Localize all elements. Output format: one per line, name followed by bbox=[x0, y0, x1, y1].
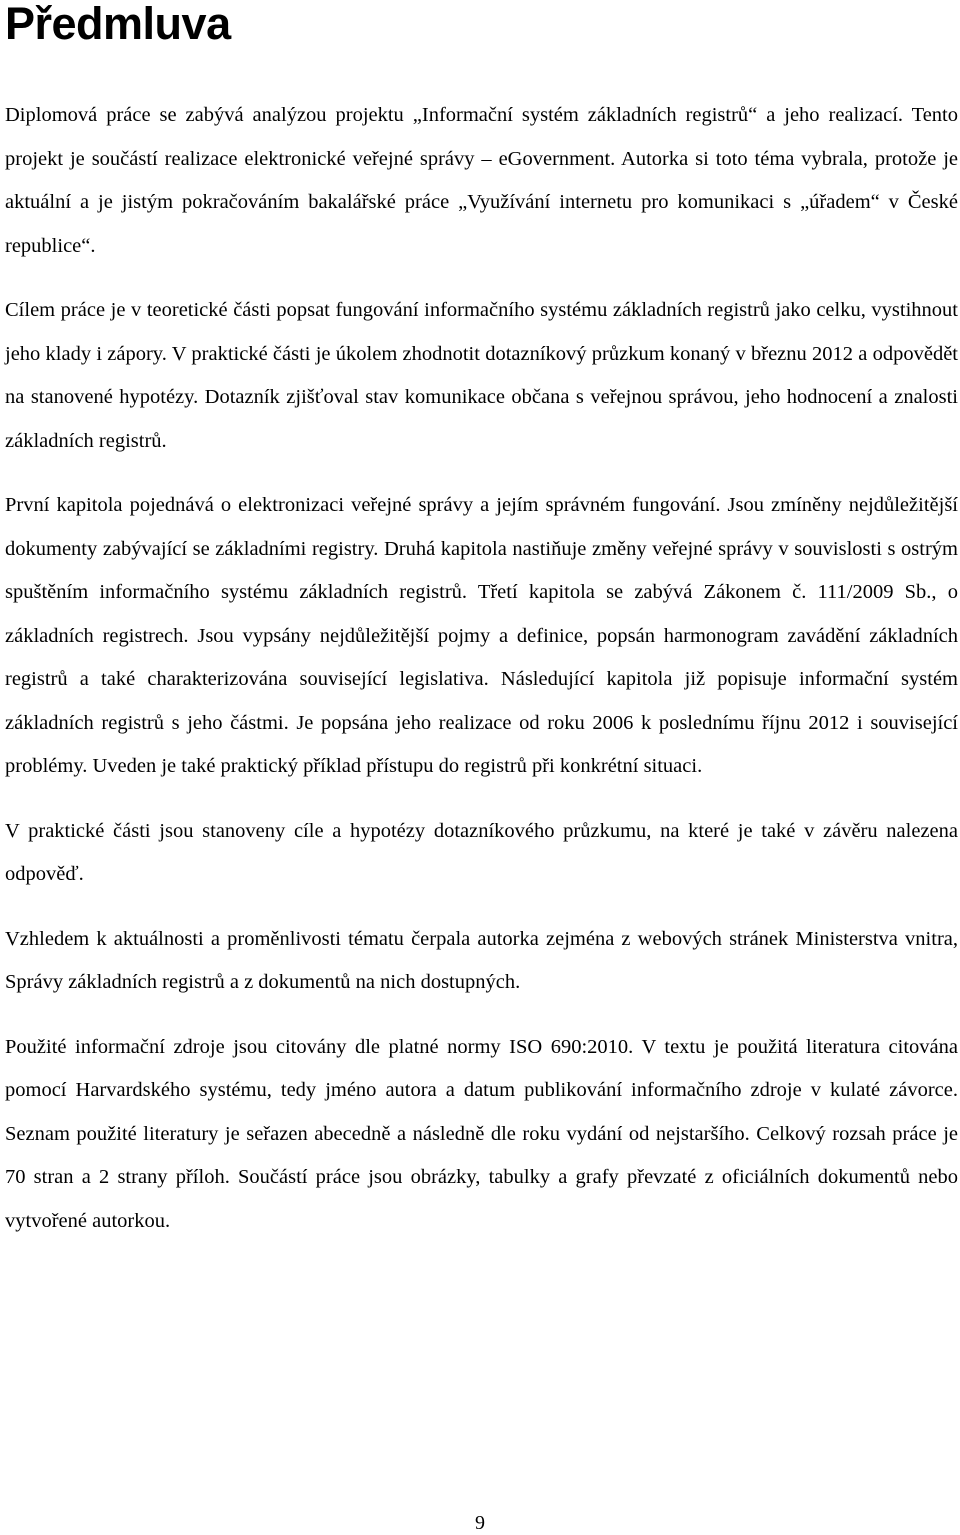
paragraph-goals: Cílem práce je v teoretické části popsat fungování informačního systému základních registrů jako celku, vystihnout jeho klady i zápory. V praktické části je úkolem zhodnotit dotazníkový průzkum konaný v březnu 2012 a odpovědět na stanovené hypotézy. Dotazník zjišťoval stav komunikace občana s veřejnou správou, jeho hodnocení a znalosti základních registrů. bbox=[5, 299, 958, 452]
page-number: 9 bbox=[475, 1512, 485, 1534]
page-title: Předmluva bbox=[5, 0, 231, 49]
paragraph-intro: Diplomová práce se zabývá analýzou projektu „Informační systém základních registrů“ a jeho realizací. Tento projekt je součástí realizace elektronické veřejné správy – eGovernment. Autorka si toto téma vybrala, protože je aktuální a je jistým pokračováním bakalářské práce „Využívání internetu pro komunikaci s „úřadem“ v České republice“. bbox=[5, 104, 958, 257]
paragraph-chapters: První kapitola pojednává o elektronizaci veřejné správy a jejím správném fungování. Jsou zmíněny nejdůležitější dokumenty zabývající se základními registry. Druhá kapitola nastiňuje změny veřejné správy v souvislosti s ostrým spuštěním informačního systému základních registrů. Třetí kapitola se zabývá Zákonem č. 111/2009 Sb., o základních registrech. Jsou vypsány nejdůležitější pojmy a definice, popsán harmonogram zavádění základních registrů a také charakterizována související legislativa. Následující kapitola již popisuje informační systém základních registrů s jeho částmi. Je popsána jeho realizace od roku 2006 k poslednímu říjnu 2012 i související problémy. Uveden je také praktický příklad přístupu do registrů při konkrétní situaci. bbox=[5, 494, 958, 777]
paragraph-citations: Použité informační zdroje jsou citovány dle platné normy ISO 690:2010. V textu je použitá literatura citována pomocí Harvardského systému, tedy jméno autora a datum publikování informačního zdroje v kulaté závorce. Seznam použité literatury je seřazen abecedně a následně dle roku vydání od nejstaršího. Celkový rozsah práce je 70 stran a 2 strany příloh. Součástí práce jsou obrázky, tabulky a grafy převzaté z oficiálních dokumentů nebo vytvořené autorkou. bbox=[5, 1035, 958, 1232]
paragraph-practical-part: V praktické části jsou stanoveny cíle a hypotézy dotazníkového průzkumu, na které je také v závěru nalezena odpověď. bbox=[5, 819, 958, 885]
paragraph-sources: Vzhledem k aktuálnosti a proměnlivosti tématu čerpala autorka zejména z webových stránek Ministerstva vnitra, Správy základních registrů a z dokumentů na nich dostupných. bbox=[5, 927, 958, 993]
